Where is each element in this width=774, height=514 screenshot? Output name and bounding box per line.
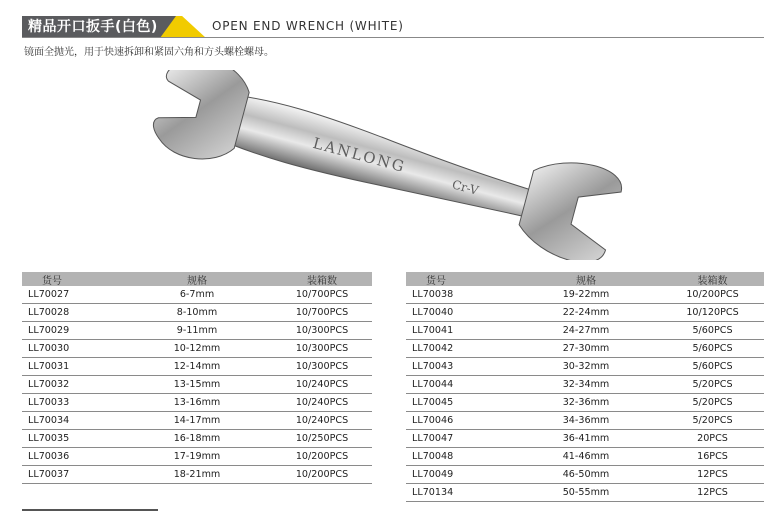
table-header [22,272,372,286]
header-size: 规格 [187,275,207,287]
cell-size: 41-46mm [562,451,610,462]
cell-code: LL70048 [412,451,454,462]
header-packing: 装箱数 [697,275,728,287]
header-code: 货号 [426,275,446,287]
table-row [22,466,372,484]
cell-size: 16-18mm [173,433,221,444]
cell-size: 24-27mm [562,325,610,336]
cell-packing: 5/60PCS [692,343,733,354]
cell-code: LL70042 [412,343,454,354]
cell-code: LL70045 [412,397,454,408]
cell-size: 17-19mm [173,451,221,462]
cell-code: LL70028 [28,307,70,318]
cell-code: LL70040 [412,307,454,318]
cell-size: 12-14mm [173,361,221,372]
header-packing: 装箱数 [307,275,337,287]
cell-code: LL70046 [412,415,454,426]
spec-table-right [406,272,764,502]
cell-code: LL70035 [28,433,70,444]
cell-size: 30-32mm [562,361,610,372]
cell-size: 13-15mm [173,379,221,390]
cell-code: LL70030 [28,343,70,354]
cell-packing: 20PCS [697,433,728,444]
cell-size: 46-50mm [562,469,610,480]
table-row [406,412,764,430]
cell-code: LL70032 [28,379,70,390]
table-row [22,430,372,448]
spec-table-left [22,272,372,484]
table-row [406,394,764,412]
cell-code: LL70033 [28,397,70,408]
cell-packing: 16PCS [697,451,728,462]
cell-packing: 12PCS [697,487,728,498]
table-row [406,466,764,484]
cell-code: LL70036 [28,451,70,462]
cell-packing: 5/20PCS [692,379,733,390]
product-description: 镜面全抛光，用于快速拆卸和紧固六角和方头螺栓螺母。 [24,47,274,58]
cell-code: LL70134 [412,487,454,498]
cell-packing: 10/700PCS [295,307,349,318]
table-row [406,376,764,394]
title-en: OPEN END WRENCH (WHITE) [212,19,404,33]
cell-size: 32-34mm [562,379,610,390]
table-row [406,448,764,466]
cell-code: LL70049 [412,469,454,480]
footer-rule [22,509,158,511]
wrench-material: Cr-V [450,177,481,198]
table-row [22,376,372,394]
cell-packing: 10/200PCS [295,469,349,480]
cell-size: 34-36mm [562,415,610,426]
cell-packing: 10/300PCS [295,361,349,372]
table-row [22,340,372,358]
table-row [406,340,764,358]
cell-size: 19-22mm [562,289,610,300]
header-code: 货号 [42,275,62,287]
cell-code: LL70031 [28,361,70,372]
table-row [22,322,372,340]
cell-size: 13-16mm [173,397,221,408]
table-row [406,304,764,322]
wrench-image [140,70,630,260]
title-cn: 精品开口扳手(白色) [22,16,160,38]
cell-packing: 10/300PCS [295,343,349,354]
cell-packing: 10/200PCS [686,289,739,300]
cell-packing: 10/240PCS [295,415,349,426]
cell-packing: 5/20PCS [692,397,733,408]
cell-packing: 12PCS [697,469,728,480]
cell-packing: 10/120PCS [686,307,739,318]
cell-packing: 10/250PCS [295,433,349,444]
cell-code: LL70047 [412,433,454,444]
header-size: 规格 [576,275,596,287]
table-row [406,358,764,376]
cell-packing: 5/20PCS [692,415,733,426]
cell-code: LL70027 [28,289,70,300]
cell-size: 8-10mm [176,307,218,318]
table-row [22,448,372,466]
cell-packing: 10/300PCS [295,325,349,336]
table-row [22,304,372,322]
table-row [22,286,372,304]
table-header [406,272,764,286]
cell-size: 22-24mm [562,307,610,318]
cell-packing: 5/60PCS [692,325,733,336]
table-row [406,322,764,340]
cell-code: LL70037 [28,469,70,480]
cell-packing: 10/240PCS [295,397,349,408]
table-row [22,412,372,430]
cell-size: 50-55mm [562,487,610,498]
cell-code: LL70034 [28,415,70,426]
table-row [406,484,764,502]
cell-packing: 5/60PCS [692,361,733,372]
table-row [22,358,372,376]
section-header [22,16,764,38]
cell-packing: 10/200PCS [295,451,349,462]
cell-size: 9-11mm [176,325,218,336]
table-row [406,286,764,304]
cell-code: LL70043 [412,361,454,372]
table-row [406,430,764,448]
cell-size: 36-41mm [562,433,610,444]
cell-size: 14-17mm [173,415,221,426]
cell-packing: 10/240PCS [295,379,349,390]
cell-code: LL70038 [412,289,454,300]
wrench-brand: LANLONG [311,133,408,177]
cell-code: LL70041 [412,325,454,336]
cell-size: 27-30mm [562,343,610,354]
cell-code: LL70044 [412,379,454,390]
cell-size: 18-21mm [173,469,221,480]
cell-code: LL70029 [28,325,70,336]
table-row [22,394,372,412]
cell-size: 32-36mm [562,397,610,408]
cell-size: 10-12mm [173,343,221,354]
cell-packing: 10/700PCS [295,289,349,300]
header-rule [22,37,764,38]
cell-size: 6-7mm [179,289,215,300]
